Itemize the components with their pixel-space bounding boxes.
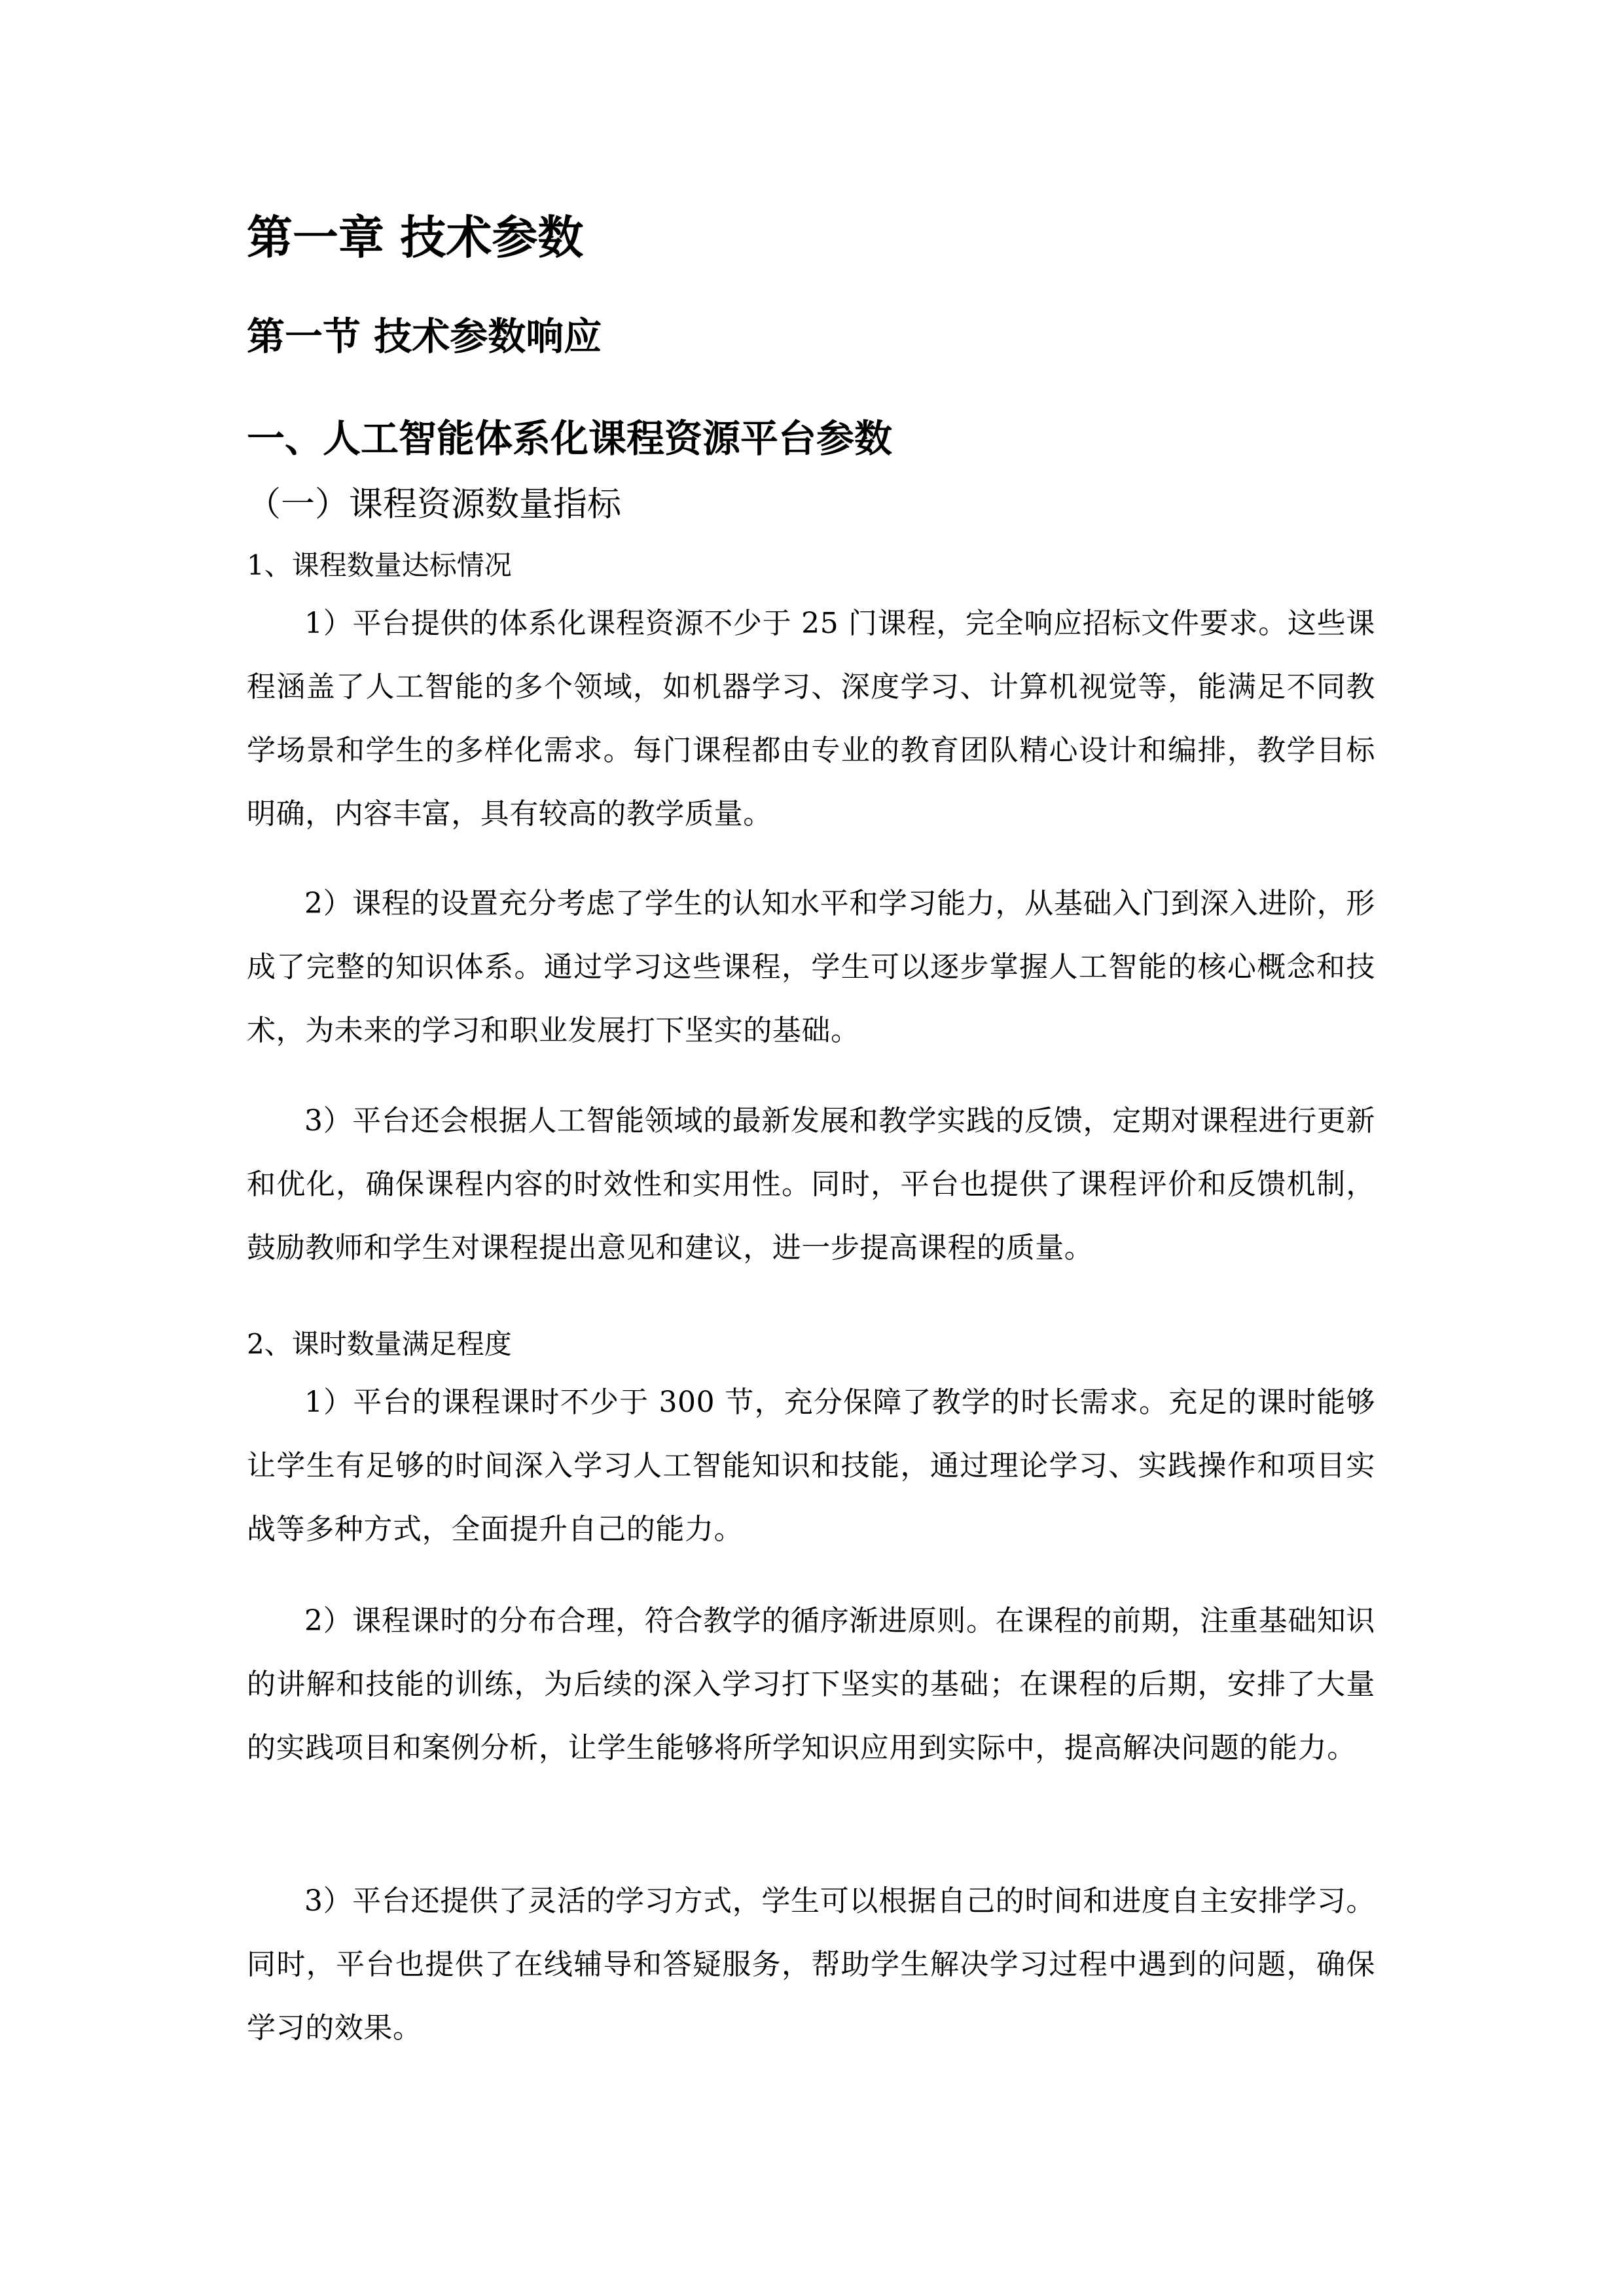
paragraph: 3）平台还会根据人工智能领域的最新发展和教学实践的反馈，定期对课程进行更新和优化，确保课程内容的时效性和实用性。同时，平台也提供了课程评价和反馈机制，鼓励教师和学生对课程提出意见和建议，进一步提高课程的质量。 [247,1104,1375,1265]
paragraph: 2）课程课时的分布合理，符合教学的循序渐进原则。在课程的前期，注重基础知识的讲解和技能的训练，为后续的深入学习打下坚实的基础；在课程的后期，安排了大量的实践项目和案例分析，让学生能够将所学知识应用到实际中，提高解决问题的能力。 [247,1604,1375,1765]
subpart-title: （一）课程资源数量指标 [247,485,622,524]
item-heading-course-count: 1、课程数量达标情况 [247,549,512,581]
part-title: 一、人工智能体系化课程资源平台参数 [247,416,893,461]
paragraph: 2）课程的设置充分考虑了学生的认知水平和学习能力，从基础入门到深入进阶，形成了完整的知识体系。通过学习这些课程，学生可以逐步掌握人工智能的核心概念和技术，为未来的学习和职业发展打下坚实的基础。 [247,887,1375,1047]
item-heading-class-hours: 2、课时数量满足程度 [247,1328,512,1360]
section-title: 第一节 技术参数响应 [247,314,602,359]
paragraph: 1）平台提供的体系化课程资源不少于 25 门课程，完全响应招标文件要求。这些课程涵盖了人工智能的多个领域，如机器学习、深度学习、计算机视觉等，能满足不同教学场景和学生的多样化需求。每门课程都由专业的教育团队精心设计和编排，教学目标明确，内容丰富，具有较高的教学质量。 [247,607,1375,831]
paragraph: 3）平台还提供了灵活的学习方式，学生可以根据自己的时间和进度自主安排学习。同时，平台也提供了在线辅导和答疑服务，帮助学生解决学习过程中遇到的问题，确保学习的效果。 [247,1884,1375,2045]
chapter-title: 第一章 技术参数 [247,210,584,264]
paragraph: 1）平台的课程课时不少于 300 节，充分保障了教学的时长需求。充足的课时能够让学生有足够的时间深入学习人工智能知识和技能，通过理论学习、实践操作和项目实战等多种方式，全面提升自己的能力。 [247,1386,1375,1546]
